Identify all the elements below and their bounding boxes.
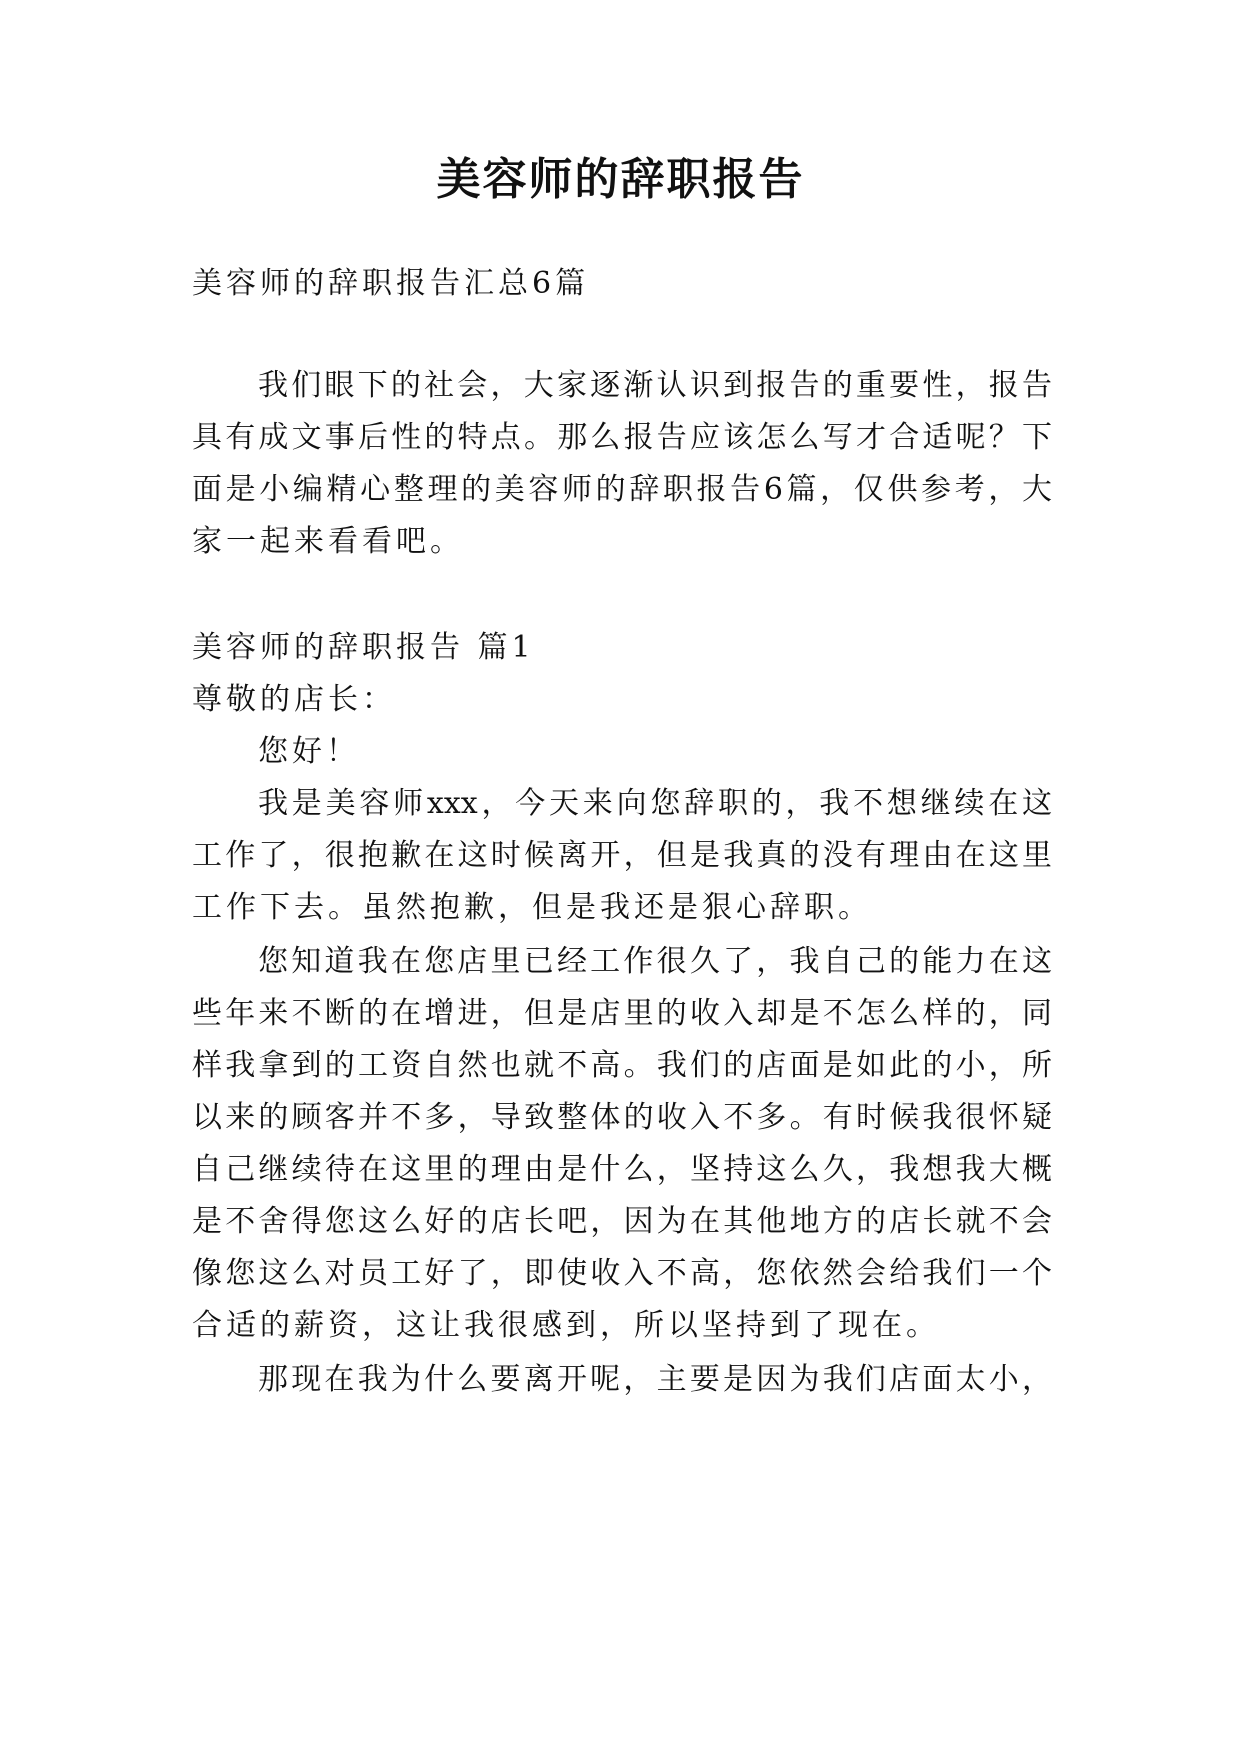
para2-line-1: 您知道我在您店里已经工作很久了，我自己的能力在这: [258, 944, 1052, 979]
para2-line-7: 像您这么对员工好了，即使收入不高，您依然会给我们一个: [192, 1256, 1052, 1291]
intro-line-1: 我们眼下的社会，大家逐渐认识到报告的重要性，报告: [258, 368, 1052, 403]
para2-line-3: 样我拿到的工资自然也就不高。我们的店面是如此的小，所: [192, 1048, 1052, 1083]
salutation: 尊敬的店长：: [192, 682, 396, 717]
para1-line-3: 工作下去。虽然抱歉，但是我还是狠心辞职。: [192, 890, 872, 925]
intro-line-4: 家一起来看看吧。: [192, 524, 464, 559]
para2-line-5: 自己继续待在这里的理由是什么，坚持这么久，我想我大概: [192, 1152, 1052, 1187]
para2-line-8: 合适的薪资，这让我很感到，所以坚持到了现在。: [192, 1308, 940, 1343]
para3-line-1: 那现在我为什么要离开呢，主要是因为我们店面太小，: [258, 1362, 1052, 1397]
para2-line-4: 以来的顾客并不多，导致整体的收入不多。有时候我很怀疑: [192, 1100, 1052, 1135]
greeting: 您好！: [258, 734, 360, 769]
para1-line-2: 工作了，很抱歉在这时候离开，但是我真的没有理由在这里: [192, 838, 1052, 873]
intro-line-3: 面是小编精心整理的美容师的辞职报告6篇，仅供参考，大: [192, 472, 1052, 507]
document-subtitle: 美容师的辞职报告汇总6篇: [192, 266, 590, 301]
para2-line-6: 是不舍得您这么好的店长吧，因为在其他地方的店长就不会: [192, 1204, 1052, 1239]
document-title: 美容师的辞职报告: [436, 154, 805, 205]
para2-line-2: 些年来不断的在增进，但是店里的收入却是不怎么样的，同: [192, 996, 1052, 1031]
para1-line-1: 我是美容师xxx，今天来向您辞职的，我不想继续在这: [258, 786, 1052, 821]
section-heading: 美容师的辞职报告 篇1: [192, 630, 535, 665]
intro-line-2: 具有成文事后性的特点。那么报告应该怎么写才合适呢？下: [192, 420, 1052, 455]
